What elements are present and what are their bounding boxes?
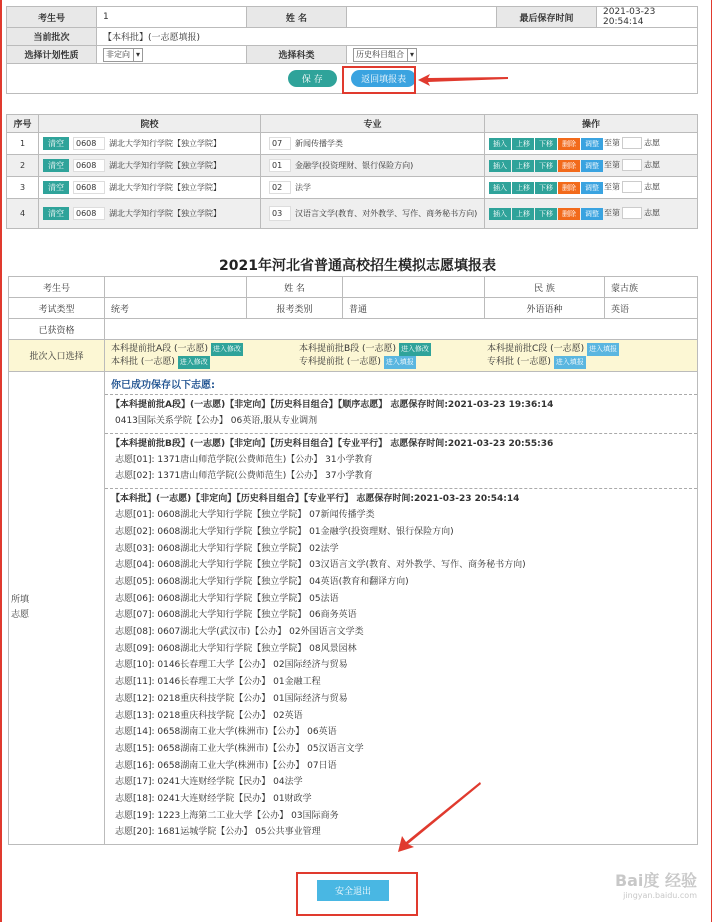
- delete-button[interactable]: 删除: [558, 182, 580, 194]
- batch-action-button[interactable]: 进入修改: [399, 343, 431, 356]
- block-b: [105, 433, 697, 488]
- major-code-input[interactable]: 02: [269, 181, 291, 194]
- move-up-button[interactable]: 上移: [512, 138, 534, 150]
- current-batch-value: 【本科批】(一志愿填报): [97, 28, 698, 46]
- list-item: 志愿[10]: 0146长春理工大学【公办】 02国际经济与贸易: [115, 660, 348, 671]
- delete-button[interactable]: 删除: [558, 208, 580, 220]
- to-label: 至第: [604, 160, 620, 170]
- plan-type-value: 非定向: [106, 49, 130, 59]
- major-name: 金融学(投资理财、银行保险方向): [295, 161, 414, 170]
- batch-name: 本科提前批A段 (一志愿): [111, 343, 209, 354]
- batch-entry-label: 批次入口选择: [9, 340, 105, 372]
- major-code-input[interactable]: 07: [269, 137, 291, 150]
- safe-exit-button[interactable]: 安全退出: [317, 880, 389, 901]
- choices-table: [6, 114, 698, 229]
- plan-type-cell: [97, 46, 247, 64]
- major-name: 法学: [295, 183, 311, 192]
- list-item: 志愿[03]: 0608湖北大学知行学院【独立学院】 02法学: [115, 543, 339, 554]
- last-save-value: 2021-03-23 20:54:14: [597, 7, 698, 28]
- block-c-header: 【本科批】(一志愿)【非定向】【历史科目组合】【专业平行】 志愿保存时间:2021-03-23 20:54:14: [111, 494, 520, 505]
- batch-action-button[interactable]: 进入填报: [587, 343, 619, 356]
- batch-name: 本科批 (一志愿): [111, 356, 175, 367]
- clear-button[interactable]: 清空: [43, 181, 69, 194]
- saved-title: 你已成功保存以下志愿:: [111, 380, 215, 391]
- batch-item: [111, 356, 299, 369]
- r-category-label: 报考类别: [247, 298, 343, 319]
- adjust-button[interactable]: 调整: [581, 160, 603, 172]
- major-code-input[interactable]: 01: [269, 159, 291, 172]
- batch-item: [487, 343, 675, 356]
- r-qualification-value: [105, 319, 698, 340]
- batch-action-button[interactable]: 进入填报: [554, 356, 586, 369]
- r-exam-type-label: 考试类型: [9, 298, 105, 319]
- actions-cell: [485, 177, 698, 199]
- adjust-button[interactable]: 调整: [581, 182, 603, 194]
- insert-button[interactable]: 插入: [489, 208, 511, 220]
- table-row: [7, 177, 698, 199]
- name-label: 姓 名: [247, 7, 347, 28]
- watermark-url: jingyan.baidu.com: [623, 891, 697, 900]
- school-cell: [39, 133, 261, 155]
- r-qualification-label: 已获资格: [9, 319, 105, 340]
- exam-no-label: 考生号: [7, 7, 97, 28]
- actions-cell: [485, 199, 698, 229]
- wish-label: 志愿: [644, 138, 660, 148]
- to-label: 至第: [604, 138, 620, 148]
- red-arrow-icon: [418, 73, 508, 87]
- r-exam-no-label: 考生号: [9, 277, 105, 298]
- school-name: 湖北大学知行学院【独立学院】: [109, 183, 221, 192]
- actions-cell: [485, 155, 698, 177]
- subject-cell: [347, 46, 698, 64]
- col-no: 序号: [7, 115, 39, 133]
- r-exam-type-value: 统考: [105, 298, 247, 319]
- list-item: 志愿[04]: 0608湖北大学知行学院【独立学院】 03汉语言文学(教育、对外教学、写作、商务秘书方向): [115, 560, 526, 571]
- row-no: 3: [7, 177, 39, 199]
- last-save-label: 最后保存时间: [497, 7, 597, 28]
- subject-value: 历史科目组合: [356, 49, 404, 59]
- r-exam-no-value: [105, 277, 247, 298]
- r-category-value: 普通: [343, 298, 485, 319]
- r-ethnic-label: 民 族: [485, 277, 605, 298]
- delete-button[interactable]: 删除: [558, 138, 580, 150]
- table-row: [7, 199, 698, 229]
- list-item: 志愿[07]: 0608湖北大学知行学院【独立学院】 06商务英语: [115, 610, 357, 621]
- school-name: 湖北大学知行学院【独立学院】: [109, 161, 221, 170]
- major-code-input[interactable]: 03: [269, 206, 291, 221]
- list-item: 志愿[01]: 0608湖北大学知行学院【独立学院】 07新闻传播学类: [115, 510, 375, 521]
- list-item: 志愿[19]: 1223上海第二工业大学【公办】 03国际商务: [115, 810, 339, 821]
- list-item: 志愿[06]: 0608湖北大学知行学院【独立学院】 05法语: [115, 593, 339, 604]
- r-lang-label: 外语语种: [485, 298, 605, 319]
- batch-item: [111, 343, 299, 356]
- list-item: 志愿[01]: 1371唐山师范学院(公费师范生)【公办】 31小学教育: [115, 454, 373, 465]
- school-cell: [39, 155, 261, 177]
- batch-entry-cell: [105, 340, 698, 372]
- major-cell: [261, 199, 485, 229]
- school-cell: [39, 177, 261, 199]
- subject-label: 选择科类: [247, 46, 347, 64]
- list-item: 志愿[16]: 0658湖南工业大学(株洲市)【公办】 07日语: [115, 760, 337, 771]
- name-value: [347, 7, 497, 28]
- major-name: 新闻传播学类: [295, 139, 343, 148]
- table-row: [7, 155, 698, 177]
- major-cell: [261, 177, 485, 199]
- adjust-button[interactable]: 调整: [581, 138, 603, 150]
- batch-name: 专科提前批 (一志愿): [299, 356, 381, 367]
- chevron-down-icon: ▾: [133, 49, 140, 61]
- list-item: 志愿[05]: 0608湖北大学知行学院【独立学院】 04英语(教育和翻译方向): [115, 576, 409, 587]
- move-down-button[interactable]: 下移: [535, 138, 557, 150]
- current-batch-label: 当前批次: [7, 28, 97, 46]
- move-down-button[interactable]: 下移: [535, 160, 557, 172]
- col-major: 专业: [261, 115, 485, 133]
- r-lang-value: 英语: [605, 298, 698, 319]
- r-name-value: [343, 277, 485, 298]
- major-cell: [261, 155, 485, 177]
- side-label: 所填志愿: [10, 595, 29, 621]
- r-name-label: 姓 名: [247, 277, 343, 298]
- list-item: 0413国际关系学院【公办】 06英语,服从专业调剂: [115, 416, 318, 426]
- batch-action-button[interactable]: 进入修改: [211, 343, 243, 356]
- right-red-frame: [711, 0, 712, 922]
- move-up-button[interactable]: 上移: [512, 182, 534, 194]
- highlight-box-back: [342, 66, 416, 94]
- move-up-button[interactable]: 上移: [512, 160, 534, 172]
- move-down-button[interactable]: 下移: [535, 182, 557, 194]
- chevron-down-icon: ▾: [407, 49, 414, 61]
- school-code-input[interactable]: 0608: [73, 159, 105, 172]
- list-item: 志愿[15]: 0658湖南工业大学(株洲市)【公办】 05汉语言文学: [115, 743, 364, 754]
- school-name: 湖北大学知行学院【独立学院】: [109, 139, 221, 148]
- insert-button[interactable]: 插入: [489, 160, 511, 172]
- list-item: 志愿[12]: 0218重庆科技学院【公办】 01国际经济与贸易: [115, 693, 348, 704]
- batch-name: 本科提前批C段 (一志愿): [487, 343, 585, 354]
- row-no: 2: [7, 155, 39, 177]
- actions-cell: [485, 133, 698, 155]
- saved-choices-cell: [105, 372, 698, 845]
- batch-item: [299, 356, 487, 369]
- insert-button[interactable]: 插入: [489, 138, 511, 150]
- school-code-input[interactable]: 0608: [73, 137, 105, 150]
- clear-button[interactable]: 清空: [43, 207, 69, 220]
- rank-input[interactable]: [622, 137, 642, 149]
- block-a: [105, 394, 697, 433]
- save-button[interactable]: 保 存: [288, 70, 337, 87]
- to-label: 至第: [604, 208, 620, 218]
- back-to-form-button[interactable]: 返回填报表: [351, 70, 416, 87]
- list-item: 志愿[08]: 0607湖北大学(武汉市)【公办】 02外国语言文学类: [115, 627, 364, 638]
- clear-button[interactable]: 清空: [43, 159, 69, 172]
- batch-item: [299, 343, 487, 356]
- rank-input[interactable]: [622, 207, 642, 219]
- wish-label: 志愿: [644, 160, 660, 170]
- batch-item: [487, 356, 675, 369]
- list-item: 志愿[02]: 0608湖北大学知行学院【独立学院】 01金融学(投资理财、银行保险方向): [115, 526, 454, 537]
- major-name: 汉语言文学(教育、对外教学、写作、商务秘书方向): [295, 209, 478, 218]
- r-ethnic-value: 蒙古族: [605, 277, 698, 298]
- move-down-button[interactable]: 下移: [535, 208, 557, 220]
- plan-type-select[interactable]: [103, 48, 143, 62]
- red-arrow-icon: [392, 780, 482, 855]
- school-cell: [39, 199, 261, 229]
- side-label-cell: [9, 372, 105, 845]
- col-school: 院校: [39, 115, 261, 133]
- wish-label: 志愿: [644, 208, 660, 218]
- report-title: 2021年河北省普通高校招生模拟志愿填报表: [219, 258, 496, 274]
- list-item: 志愿[20]: 1681运城学院【公办】 05公共事业管理: [115, 827, 321, 838]
- batch-name: 专科批 (一志愿): [487, 356, 551, 367]
- school-code-input[interactable]: 0608: [73, 207, 105, 220]
- plan-type-label: 选择计划性质: [7, 46, 97, 64]
- list-item: 志愿[09]: 0608湖北大学知行学院【独立学院】 08风景园林: [115, 643, 357, 654]
- report-table: [8, 276, 698, 845]
- table-row: [7, 133, 698, 155]
- rank-input[interactable]: [622, 159, 642, 171]
- list-item: 志愿[02]: 1371唐山师范学院(公费师范生)【公办】 37小学教育: [115, 471, 373, 482]
- left-red-frame: [0, 0, 2, 922]
- batch-action-button[interactable]: 进入填报: [384, 356, 416, 369]
- block-a-header: 【本科提前批A段】(一志愿)【非定向】【历史科目组合】【顺序志愿】 志愿保存时间:2021-03-23 19:36:14: [111, 400, 554, 410]
- watermark-brand: Bai度 经验: [614, 871, 697, 890]
- wish-label: 志愿: [644, 182, 660, 192]
- row-no: 1: [7, 133, 39, 155]
- exam-no-value: 1: [97, 7, 247, 28]
- school-name: 湖北大学知行学院【独立学院】: [109, 209, 221, 218]
- move-up-button[interactable]: 上移: [512, 208, 534, 220]
- to-label: 至第: [604, 182, 620, 192]
- school-code-input[interactable]: 0608: [73, 181, 105, 194]
- list-item: 志愿[14]: 0658湖南工业大学(株洲市)【公办】 06英语: [115, 727, 337, 738]
- subject-select[interactable]: [353, 48, 417, 62]
- insert-button[interactable]: 插入: [489, 182, 511, 194]
- batch-name: 本科提前批B段 (一志愿): [299, 343, 397, 354]
- list-item: 志愿[11]: 0146长春理工大学【公办】 01金融工程: [115, 677, 321, 688]
- major-cell: [261, 133, 485, 155]
- row-no: 4: [7, 199, 39, 229]
- list-item: 志愿[17]: 0241大连财经学院【民办】 04法学: [115, 777, 303, 788]
- rank-input[interactable]: [622, 181, 642, 193]
- batch-action-button[interactable]: 进入修改: [178, 356, 210, 369]
- col-actions: 操作: [485, 115, 698, 133]
- list-item: 志愿[18]: 0241大连财经学院【民办】 01财政学: [115, 794, 312, 805]
- adjust-button[interactable]: 调整: [581, 208, 603, 220]
- clear-button[interactable]: 清空: [43, 137, 69, 150]
- list-item: 志愿[13]: 0218重庆科技学院【公办】 02英语: [115, 710, 303, 721]
- watermark: [615, 868, 697, 900]
- delete-button[interactable]: 删除: [558, 160, 580, 172]
- block-b-header: 【本科提前批B段】(一志愿)【非定向】【历史科目组合】【专业平行】 志愿保存时间:2021-03-23 20:55:36: [111, 438, 554, 449]
